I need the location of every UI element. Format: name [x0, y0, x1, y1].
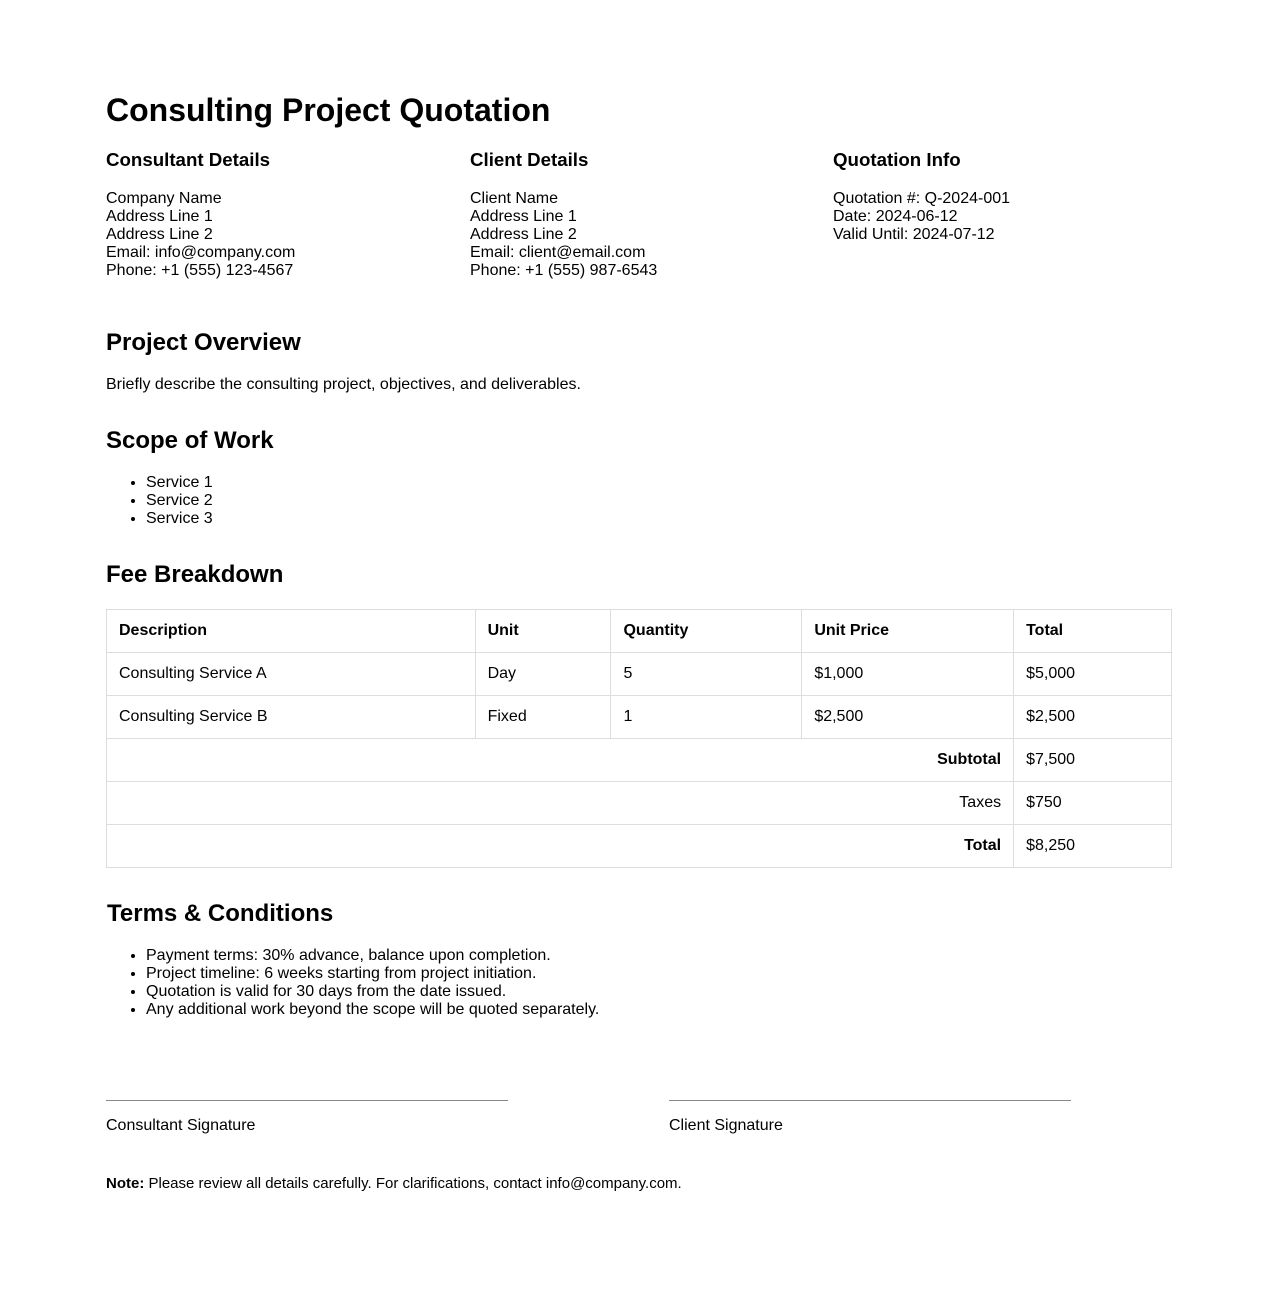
cell-quantity: 1 [611, 696, 802, 739]
cell-quantity: 5 [611, 653, 802, 696]
scope-list [106, 474, 213, 528]
consultant-email: Email: info@company.com [106, 244, 296, 261]
client-signature-label: Client Signature [669, 1117, 783, 1134]
subtotal-row [107, 739, 1172, 782]
cell-unit-price: $2,500 [802, 696, 1014, 739]
fees-heading: Fee Breakdown [106, 561, 284, 588]
signature-line [669, 1100, 1071, 1101]
quotation-valid-until: Valid Until: 2024-07-12 [833, 226, 995, 243]
column-header: Unit Price [802, 610, 1014, 653]
client-phone: Phone: +1 (555) 987-6543 [470, 262, 658, 279]
taxes-label: Taxes [107, 782, 1014, 825]
total-label: Total [107, 825, 1014, 868]
cell-total: $2,500 [1014, 696, 1172, 739]
quotation-date: Date: 2024-06-12 [833, 208, 958, 225]
terms-item: • Quotation is valid for 30 days from the date issued. [146, 983, 599, 1001]
column-header: Description [107, 610, 476, 653]
column-header: Unit [475, 610, 611, 653]
overview-text: Briefly describe the consulting project, objectives, and deliverables. [106, 376, 581, 393]
client-details [470, 149, 810, 280]
table-row [107, 696, 1172, 739]
note-label: Note: [106, 1175, 145, 1192]
terms-item: • Any additional work beyond the scope will be quoted separately. [146, 1001, 599, 1019]
client-address-2: Address Line 2 [470, 226, 577, 243]
page-title: Consulting Project Quotation [106, 92, 551, 128]
scope-item: • Service 3 [146, 510, 213, 528]
scope-item: • Service 2 [146, 492, 213, 510]
quotation-number: Quotation #: Q-2024-001 [833, 190, 1011, 207]
terms-item: • Payment terms: 30% advance, balance upon completion. [146, 947, 599, 965]
consultant-phone: Phone: +1 (555) 123-4567 [106, 262, 294, 279]
footer-note [106, 1175, 682, 1193]
cell-description: Consulting Service B [107, 696, 476, 739]
signature-line [106, 1100, 508, 1101]
terms-item: • Project timeline: 6 weeks starting from project initiation. [146, 965, 599, 983]
scope-heading: Scope of Work [106, 427, 274, 454]
consultant-signature-label: Consultant Signature [106, 1117, 256, 1134]
terms-heading: Terms & Conditions [107, 900, 334, 927]
client-address-1: Address Line 1 [470, 208, 577, 225]
terms-list [106, 947, 599, 1019]
taxes-value: $750 [1014, 782, 1172, 825]
cell-unit: Fixed [475, 696, 611, 739]
total-value: $8,250 [1014, 825, 1172, 868]
note-text: Please review all details carefully. For clarifications, contact info@company.com. [144, 1175, 682, 1192]
client-name: Client Name [470, 190, 559, 207]
total-row [107, 825, 1172, 868]
table-header-row [107, 610, 1172, 653]
client-signature-block [669, 1100, 1071, 1135]
client-heading: Client Details [470, 149, 589, 170]
consultant-company: Company Name [106, 190, 222, 207]
client-email: Email: client@email.com [470, 244, 646, 261]
scope-item: • Service 1 [146, 474, 213, 492]
subtotal-value: $7,500 [1014, 739, 1172, 782]
quotation-heading: Quotation Info [833, 149, 961, 170]
consultant-signature-block [106, 1100, 508, 1135]
column-header: Total [1014, 610, 1172, 653]
cell-unit: Day [475, 653, 611, 696]
consultant-address-1: Address Line 1 [106, 208, 213, 225]
cell-total: $5,000 [1014, 653, 1172, 696]
cell-unit-price: $1,000 [802, 653, 1014, 696]
subtotal-label: Subtotal [107, 739, 1014, 782]
fee-table [106, 609, 1172, 868]
consultant-address-2: Address Line 2 [106, 226, 213, 243]
taxes-row [107, 782, 1172, 825]
table-row [107, 653, 1172, 696]
cell-description: Consulting Service A [107, 653, 476, 696]
overview-heading: Project Overview [106, 329, 301, 356]
consultant-details [106, 149, 446, 280]
quotation-info [833, 149, 1173, 244]
consultant-heading: Consultant Details [106, 149, 271, 170]
column-header: Quantity [611, 610, 802, 653]
